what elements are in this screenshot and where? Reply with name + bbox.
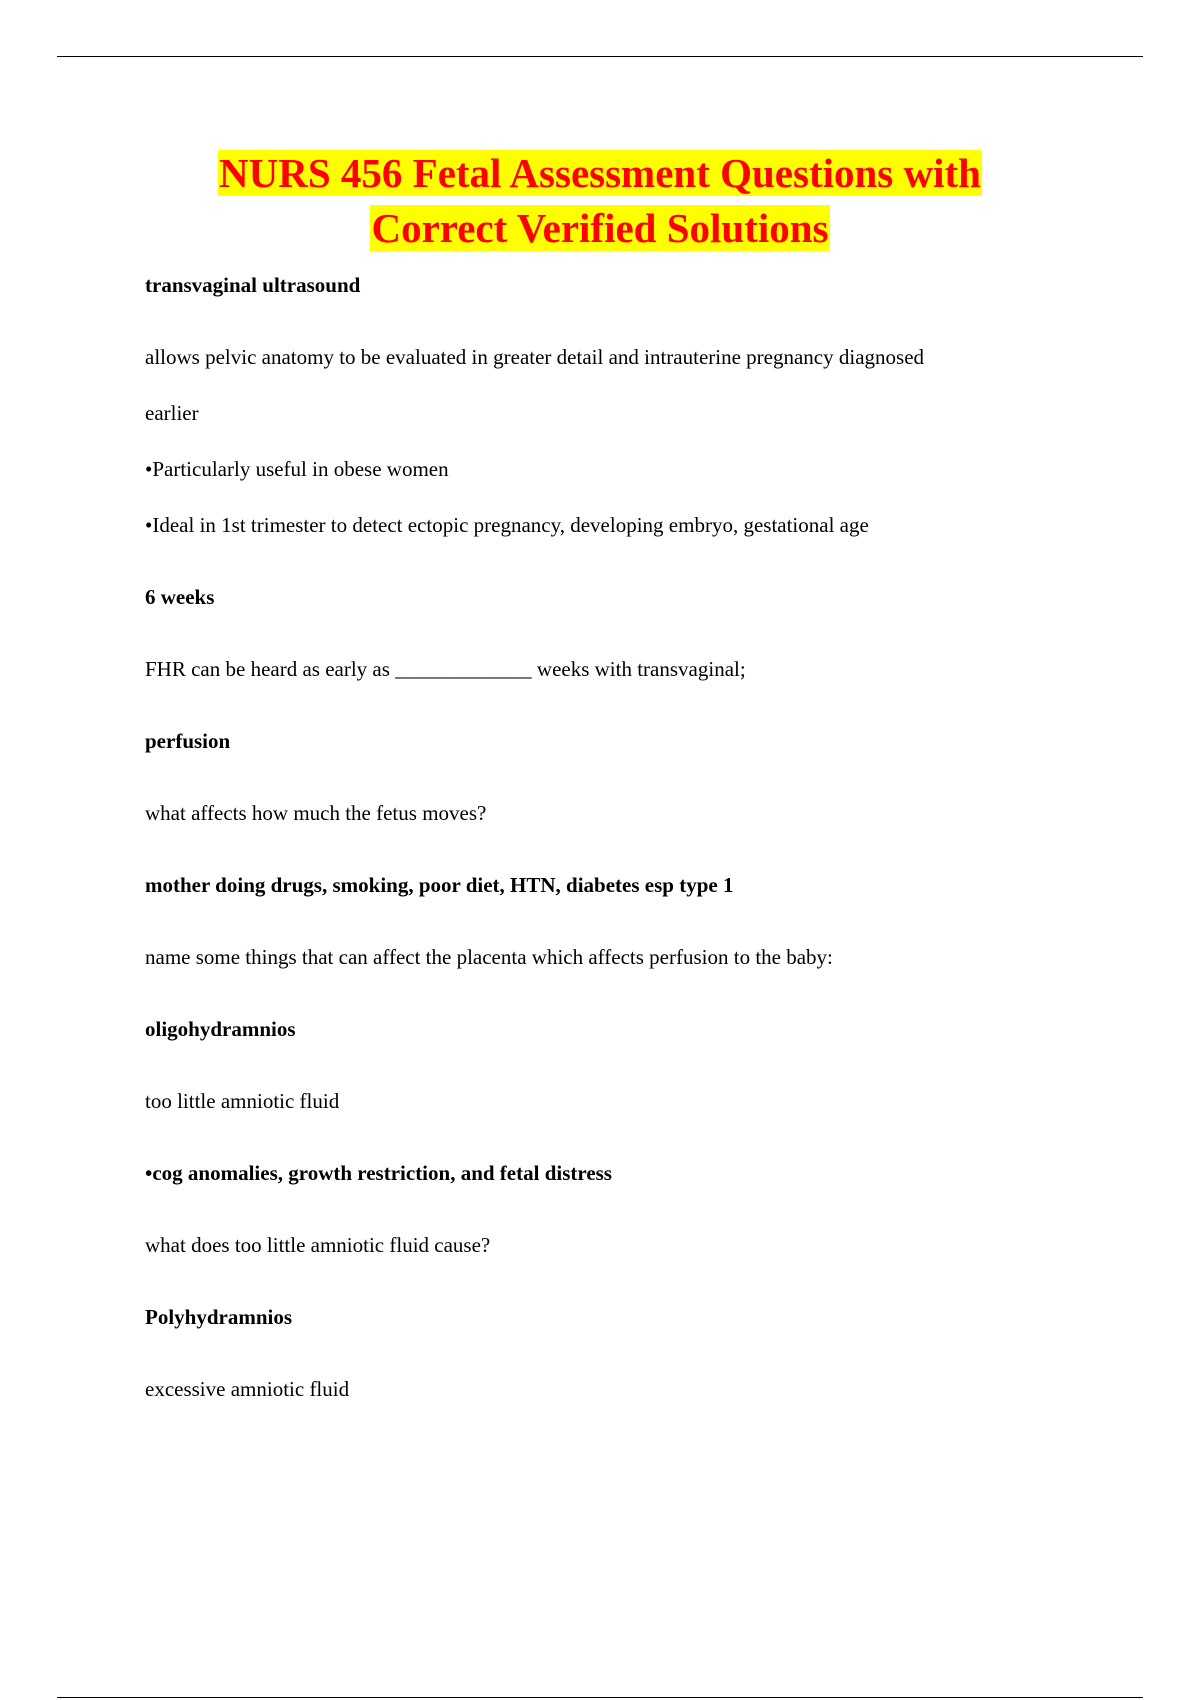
term-text: transvaginal ultrasound: [145, 273, 361, 297]
definition-line: what does too little amniotic fluid cause?: [145, 1233, 491, 1257]
definition-line: too little amniotic fluid: [145, 1089, 340, 1113]
definition-block: [145, 654, 1065, 684]
definition-block: [145, 342, 1065, 540]
title-line-1-text: NURS 456 Fetal Assessment Questions with: [219, 150, 981, 196]
title-line-2-text: Correct Verified Solutions: [371, 205, 829, 251]
qa-entry: [145, 870, 1065, 972]
definition-line: allows pelvic anatomy to be evaluated in greater detail and intrauterine pregnancy diagnosed: [145, 345, 925, 369]
qa-entry: [145, 270, 1065, 540]
definition-line: name some things that can affect the placenta which affects perfusion to the baby:: [145, 945, 833, 969]
definition-block: [145, 942, 1065, 972]
qa-entry: [145, 1014, 1065, 1116]
definition-line: what affects how much the fetus moves?: [145, 801, 487, 825]
definition-line: •Ideal in 1st trimester to detect ectopic pregnancy, developing embryo, gestational age: [145, 513, 869, 537]
footer-rule: [57, 1697, 1143, 1698]
qa-list: [145, 270, 1065, 1446]
document-title: [0, 146, 1200, 256]
qa-entry: [145, 1302, 1065, 1404]
definition-block: [145, 1230, 1065, 1260]
term-text: Polyhydramnios: [145, 1305, 293, 1329]
term-text: perfusion: [145, 729, 231, 753]
term-text: •cog anomalies, growth restriction, and fetal distress: [145, 1161, 612, 1185]
term-text: mother doing drugs, smoking, poor diet, HTN, diabetes esp type 1: [145, 873, 734, 897]
definition-line: earlier: [145, 401, 199, 425]
definition-block: [145, 1374, 1065, 1404]
qa-entry: [145, 582, 1065, 684]
term-text: oligohydramnios: [145, 1017, 296, 1041]
definition-line: •Particularly useful in obese women: [145, 457, 449, 481]
term-text: 6 weeks: [145, 585, 215, 609]
qa-entry: [145, 726, 1065, 828]
title-line-2: [0, 201, 1200, 256]
definition-block: [145, 798, 1065, 828]
definition-line: FHR can be heard as early as _____________ weeks with transvaginal;: [145, 657, 746, 681]
definition-line: excessive amniotic fluid: [145, 1377, 350, 1401]
qa-entry: [145, 1158, 1065, 1260]
header-rule: [57, 56, 1143, 57]
title-line-1: [0, 146, 1200, 201]
definition-block: [145, 1086, 1065, 1116]
